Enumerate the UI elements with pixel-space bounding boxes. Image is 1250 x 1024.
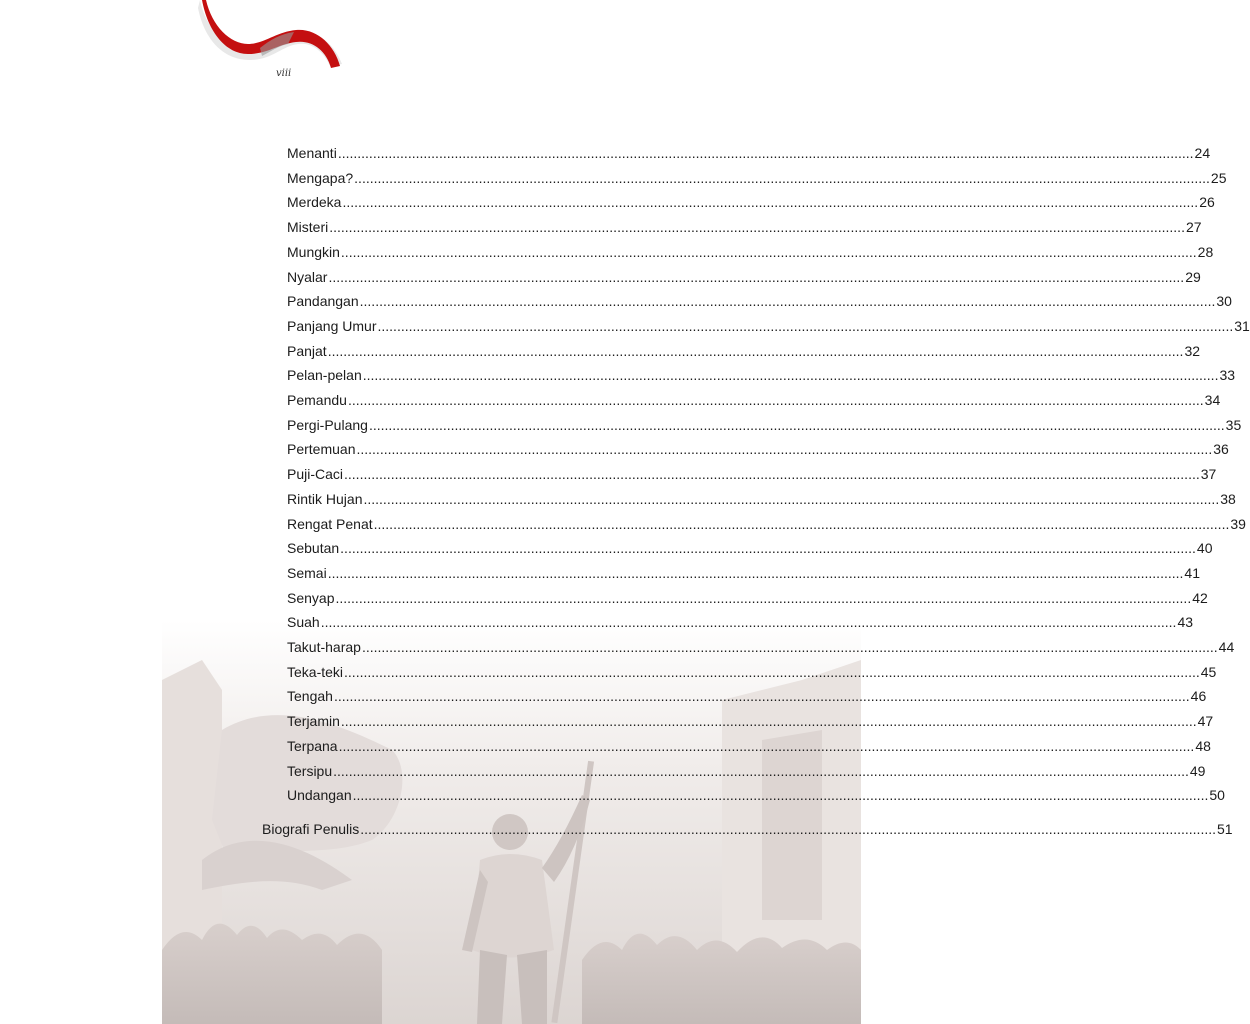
toc-entry-title: Undangan — [287, 787, 352, 804]
dot-leader: ............................................................................................................................................................................................................................ — [340, 540, 1196, 557]
page-number: viii — [276, 68, 292, 79]
toc-entry-page: 50 — [1209, 787, 1225, 804]
dot-leader: ............................................................................................................................................................................................................................ — [337, 145, 1194, 161]
toc-entry — [287, 367, 1236, 387]
toc-entry — [287, 466, 1217, 486]
toc-entry — [262, 821, 1233, 841]
toc-entry-page: 28 — [1197, 243, 1214, 260]
toc-entry — [287, 713, 1214, 733]
toc-entry-page: 45 — [1200, 663, 1217, 680]
toc-entry-title: Misteri — [287, 219, 329, 236]
toc-entry — [287, 663, 1217, 684]
toc-entry-page: 38 — [1220, 490, 1236, 507]
toc-entry — [287, 169, 1227, 190]
toc-entry-page: 34 — [1204, 392, 1221, 408]
toc-entry — [287, 787, 1225, 807]
dot-leader: ............................................................................................................................................................................................................................ — [344, 466, 1200, 483]
dot-leader: ............................................................................................................................................................................................................................ — [347, 392, 1204, 408]
dot-leader: ............................................................................................................................................................................................................................ — [354, 169, 1210, 186]
toc-entry-title: Tengah — [287, 688, 333, 705]
toc-entry-page: 37 — [1200, 466, 1217, 483]
dot-leader: ............................................................................................................................................................................................................................ — [377, 317, 1234, 334]
toc-entry-page: 39 — [1230, 515, 1246, 532]
toc-entry-page: 43 — [1177, 614, 1194, 631]
toc-entry-title: Nyalar — [287, 268, 328, 285]
toc-entry-title: Pelan-pelan — [287, 367, 362, 384]
toc-entry — [287, 145, 1211, 165]
toc-entry-title: Puji-Caci — [287, 466, 344, 483]
toc-entry-title: Rintik Hujan — [287, 490, 363, 507]
dot-leader: ............................................................................................................................................................................................................................ — [335, 589, 1192, 606]
toc-entry-page: 26 — [1199, 194, 1215, 211]
toc-entry — [287, 317, 1250, 338]
toc-entry-title: Rengat Penat — [287, 515, 373, 532]
toc-entry-page: 41 — [1184, 564, 1200, 581]
toc-entry-page: 24 — [1194, 145, 1211, 161]
dot-leader: ............................................................................................................................................................................................................................ — [333, 762, 1189, 779]
toc-entry — [287, 614, 1194, 634]
toc-entry — [287, 416, 1242, 437]
toc-entry-title: Menanti — [287, 145, 337, 161]
toc-entry-title: Pemandu — [287, 392, 347, 408]
toc-entry-title: Merdeka — [287, 194, 342, 211]
toc-entry-page: 48 — [1195, 737, 1211, 754]
dot-leader: ............................................................................................................................................................................................................................ — [362, 367, 1219, 384]
toc-entry — [287, 293, 1232, 313]
toc-entry-title: Terjamin — [287, 713, 340, 730]
toc-entry-title: Biografi Penulis — [262, 821, 360, 837]
toc-entry-title: Sebutan — [287, 540, 340, 557]
dot-leader: ............................................................................................................................................................................................................................ — [373, 515, 1230, 532]
toc-entry — [287, 515, 1246, 536]
toc-entry — [287, 441, 1229, 461]
toc-entry-page: 32 — [1184, 342, 1201, 359]
dot-leader: ............................................................................................................................................................................................................................ — [361, 639, 1218, 655]
toc-entry-page: 31 — [1234, 317, 1250, 334]
dot-leader: ............................................................................................................................................................................................................................ — [360, 821, 1217, 837]
toc-entry-title: Mungkin — [287, 243, 340, 260]
toc-entry-page: 25 — [1210, 169, 1227, 186]
book-page — [162, 0, 1250, 1024]
dot-leader: ............................................................................................................................................................................................................................ — [340, 243, 1197, 260]
dot-leader: ............................................................................................................................................................................................................................ — [327, 342, 1184, 359]
toc-entry — [287, 194, 1215, 214]
dot-leader: ............................................................................................................................................................................................................................ — [352, 787, 1209, 804]
dot-leader: ............................................................................................................................................................................................................................ — [344, 663, 1200, 680]
dot-leader: ............................................................................................................................................................................................................................ — [327, 564, 1184, 581]
toc-entry-page: 33 — [1219, 367, 1236, 384]
toc-entry-page: 35 — [1225, 416, 1242, 433]
toc-entry-title: Panjang Umur — [287, 317, 377, 334]
toc-entry-page: 49 — [1189, 762, 1206, 779]
dot-leader: ............................................................................................................................................................................................................................ — [338, 737, 1195, 754]
dot-leader: ............................................................................................................................................................................................................................ — [320, 614, 1177, 631]
toc-entry-title: Mengapa? — [287, 169, 354, 186]
toc-entry-page: 51 — [1217, 821, 1233, 837]
toc-entry-page: 47 — [1197, 713, 1214, 730]
toc-entry — [287, 737, 1211, 758]
toc-entry-page: 36 — [1213, 441, 1229, 458]
dot-leader: ............................................................................................................................................................................................................................ — [356, 441, 1213, 458]
toc-entry-title: Tersipu — [287, 762, 333, 779]
toc-entry — [287, 243, 1214, 264]
toc-entry-page: 30 — [1216, 293, 1232, 310]
toc-entry — [287, 639, 1235, 659]
toc-entry-title: Terpana — [287, 737, 338, 754]
dot-leader: ............................................................................................................................................................................................................................ — [368, 416, 1225, 433]
dot-leader: ............................................................................................................................................................................................................................ — [333, 688, 1190, 705]
toc-entry-title: Takut-harap — [287, 639, 361, 655]
toc-entry-page: 29 — [1185, 268, 1201, 285]
dot-leader: ............................................................................................................................................................................................................................ — [329, 219, 1185, 236]
table-of-contents — [162, 0, 1250, 1024]
toc-entry — [287, 762, 1206, 783]
toc-entry-title: Pergi-Pulang — [287, 416, 368, 433]
toc-entry — [287, 589, 1208, 610]
dot-leader: ............................................................................................................................................................................................................................ — [340, 713, 1197, 730]
toc-entry-title: Pertemuan — [287, 441, 356, 458]
toc-entry-page: 27 — [1185, 219, 1202, 236]
dot-leader: ............................................................................................................................................................................................................................ — [363, 490, 1220, 507]
toc-entry-page: 44 — [1218, 639, 1235, 655]
toc-entry — [287, 540, 1213, 560]
toc-entry-title: Pandangan — [287, 293, 359, 310]
toc-entry-page: 46 — [1190, 688, 1207, 705]
toc-entry-title: Suah — [287, 614, 320, 631]
toc-entry-page: 40 — [1196, 540, 1213, 557]
toc-entry-page: 42 — [1192, 589, 1208, 606]
toc-entry — [287, 564, 1200, 585]
toc-entry — [287, 219, 1202, 239]
toc-entry — [287, 490, 1236, 511]
dot-leader: ............................................................................................................................................................................................................................ — [342, 194, 1199, 211]
dot-leader: ............................................................................................................................................................................................................................ — [359, 293, 1216, 310]
toc-entry — [287, 392, 1221, 412]
toc-entry — [287, 342, 1201, 363]
dot-leader: ............................................................................................................................................................................................................................ — [328, 268, 1185, 285]
toc-entry-title: Panjat — [287, 342, 327, 359]
toc-entry — [287, 688, 1207, 708]
toc-entry — [287, 268, 1201, 289]
toc-entry-title: Senyap — [287, 589, 335, 606]
toc-entry-title: Teka-teki — [287, 663, 344, 680]
toc-entry-title: Semai — [287, 564, 327, 581]
